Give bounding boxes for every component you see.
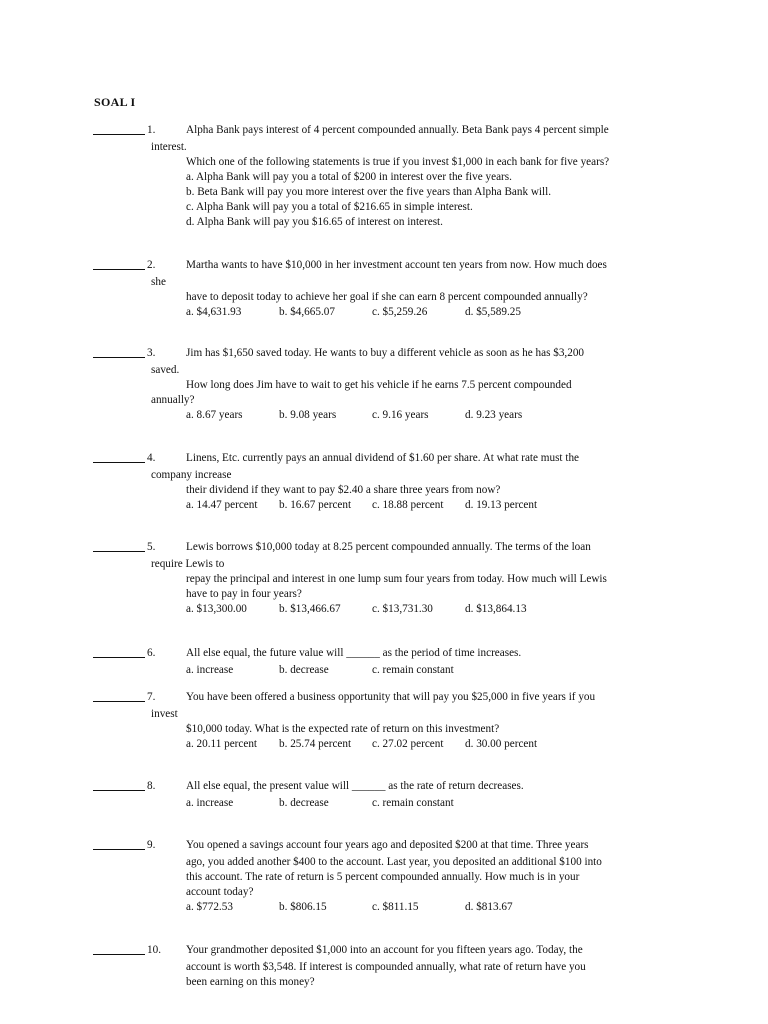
answer-blank[interactable] bbox=[93, 943, 145, 955]
question-text: You opened a savings account four years ago and deposited $200 at that time. Three years bbox=[186, 839, 589, 851]
question-text-line: have to pay in four years? bbox=[186, 588, 302, 600]
choice-d: d. Alpha Bank will pay you $16.65 of interest on interest. bbox=[186, 216, 443, 228]
option-a: a. 20.11 percent bbox=[186, 738, 258, 750]
page-title: SOAL I bbox=[94, 95, 136, 109]
option-a: a. 14.47 percent bbox=[186, 499, 258, 511]
answer-blank[interactable] bbox=[93, 779, 145, 791]
question-text-line: ago, you added another $400 to the account. Last year, you deposited an additional $100 into bbox=[186, 856, 602, 868]
option-b: b. $13,466.67 bbox=[279, 603, 341, 615]
option-b: b. decrease bbox=[279, 797, 329, 809]
question-number: 7. bbox=[147, 691, 156, 703]
option-d: d. 19.13 percent bbox=[465, 499, 538, 511]
question-text-line: account is worth $3,548. If interest is compounded annually, what rate of return have you bbox=[186, 961, 586, 973]
question-number: 6. bbox=[147, 647, 156, 659]
question-number: 1. bbox=[147, 124, 156, 136]
answer-blank[interactable] bbox=[93, 690, 145, 702]
question-5 bbox=[93, 540, 683, 617]
option-c: c. $811.15 bbox=[372, 901, 419, 913]
question-text-wrap: interest. bbox=[151, 141, 187, 153]
question-number: 3. bbox=[147, 347, 156, 359]
option-a: a. $4,631.93 bbox=[186, 306, 242, 318]
question-text: Lewis borrows $10,000 today at 8.25 percent compounded annually. The terms of the loan bbox=[186, 541, 591, 553]
option-c: c. remain constant bbox=[372, 797, 454, 809]
option-c: c. 9.16 years bbox=[372, 409, 429, 421]
option-b: b. 16.67 percent bbox=[279, 499, 352, 511]
question-text: Linens, Etc. currently pays an annual dividend of $1.60 per share. At what rate must the bbox=[186, 452, 580, 464]
options-row bbox=[186, 498, 683, 513]
question-number: 8. bbox=[147, 780, 156, 792]
choice-a: a. Alpha Bank will pay you a total of $200 in interest over the five years. bbox=[186, 171, 512, 183]
option-d: d. $5,589.25 bbox=[465, 306, 521, 318]
option-b: b. $806.15 bbox=[279, 901, 327, 913]
question-text-wrap: annually? bbox=[151, 394, 195, 406]
question-text-wrap: saved. bbox=[151, 364, 180, 376]
options-row bbox=[186, 305, 683, 320]
question-number: 9. bbox=[147, 839, 156, 851]
option-a: a. 8.67 years bbox=[186, 409, 243, 421]
option-a: a. $772.53 bbox=[186, 901, 233, 913]
question-text: Alpha Bank pays interest of 4 percent compounded annually. Beta Bank pays 4 percent simple bbox=[186, 124, 609, 136]
question-7 bbox=[93, 690, 683, 752]
option-c: c. 18.88 percent bbox=[372, 499, 444, 511]
options-row bbox=[186, 796, 683, 811]
option-d: d. 30.00 percent bbox=[465, 738, 538, 750]
option-a: a. $13,300.00 bbox=[186, 603, 247, 615]
option-b: b. $4,665.07 bbox=[279, 306, 335, 318]
question-text-wrap: company increase bbox=[151, 469, 232, 481]
question-3 bbox=[93, 346, 683, 423]
question-number: 2. bbox=[147, 259, 156, 271]
question-9 bbox=[93, 838, 683, 915]
answer-blank[interactable] bbox=[93, 346, 145, 358]
question-text: All else equal, the future value will ______ as the period of time increases. bbox=[186, 647, 522, 659]
option-d: d. $13,864.13 bbox=[465, 603, 527, 615]
options-row bbox=[186, 408, 683, 423]
options-row bbox=[186, 900, 683, 915]
question-number: 5. bbox=[147, 541, 156, 553]
option-a: a. increase bbox=[186, 797, 234, 809]
answer-blank[interactable] bbox=[93, 123, 145, 135]
question-1 bbox=[93, 123, 683, 230]
answer-blank[interactable] bbox=[93, 838, 145, 850]
question-text: All else equal, the present value will ______ as the rate of return decreases. bbox=[186, 780, 524, 792]
answer-blank[interactable] bbox=[93, 258, 145, 270]
option-b: b. 25.74 percent bbox=[279, 738, 352, 750]
option-b: b. 9.08 years bbox=[279, 409, 337, 421]
choice-c: c. Alpha Bank will pay you a total of $216.65 in simple interest. bbox=[186, 201, 473, 213]
option-a: a. increase bbox=[186, 664, 234, 676]
question-text: Martha wants to have $10,000 in her investment account ten years from now. How much does bbox=[186, 259, 607, 271]
option-c: c. 27.02 percent bbox=[372, 738, 444, 750]
choice-b: b. Beta Bank will pay you more interest over the five years than Alpha Bank will. bbox=[186, 186, 552, 198]
option-c: c. $13,731.30 bbox=[372, 603, 433, 615]
question-text-wrap: invest bbox=[151, 708, 178, 720]
question-text-line: their dividend if they want to pay $2.40 a share three years from now? bbox=[186, 484, 501, 496]
question-4 bbox=[93, 451, 683, 513]
option-d: d. $813.67 bbox=[465, 901, 513, 913]
question-text-wrap: she bbox=[151, 276, 166, 288]
option-c: c. $5,259.26 bbox=[372, 306, 428, 318]
question-2 bbox=[93, 258, 683, 320]
answer-blank[interactable] bbox=[93, 646, 145, 658]
question-6 bbox=[93, 646, 683, 678]
question-text-line: How long does Jim have to wait to get his vehicle if he earns 7.5 percent compounded bbox=[186, 379, 572, 391]
question-text-line: this account. The rate of return is 5 percent compounded annually. How much is in your bbox=[186, 871, 580, 883]
question-text-line: Which one of the following statements is true if you invest $1,000 in each bank for five years? bbox=[186, 156, 610, 168]
question-text-line: $10,000 today. What is the expected rate of return on this investment? bbox=[186, 723, 500, 735]
option-d: d. 9.23 years bbox=[465, 409, 523, 421]
question-text: Your grandmother deposited $1,000 into an account for you fifteen years ago. Today, the bbox=[186, 944, 583, 956]
question-8 bbox=[93, 779, 683, 811]
options-row bbox=[186, 602, 683, 617]
question-number: 4. bbox=[147, 452, 156, 464]
answer-blank[interactable] bbox=[93, 451, 145, 463]
question-text-line: repay the principal and interest in one lump sum four years from today. How much will Lewis bbox=[186, 573, 607, 585]
question-text-line: been earning on this money? bbox=[186, 976, 315, 988]
question-10 bbox=[93, 943, 683, 990]
question-text-line: have to deposit today to achieve her goal if she can earn 8 percent compounded annually? bbox=[186, 291, 588, 303]
answer-blank[interactable] bbox=[93, 540, 145, 552]
options-row bbox=[186, 737, 683, 752]
options-row bbox=[186, 663, 683, 678]
question-text-line: account today? bbox=[186, 886, 254, 898]
question-text: You have been offered a business opportunity that will pay you $25,000 in five years if you bbox=[186, 691, 596, 703]
option-b: b. decrease bbox=[279, 664, 329, 676]
question-text-wrap: require Lewis to bbox=[151, 558, 225, 570]
question-text: Jim has $1,650 saved today. He wants to buy a different vehicle as soon as he has $3,200 bbox=[186, 347, 585, 359]
option-c: c. remain constant bbox=[372, 664, 454, 676]
question-number: 10. bbox=[147, 944, 161, 956]
